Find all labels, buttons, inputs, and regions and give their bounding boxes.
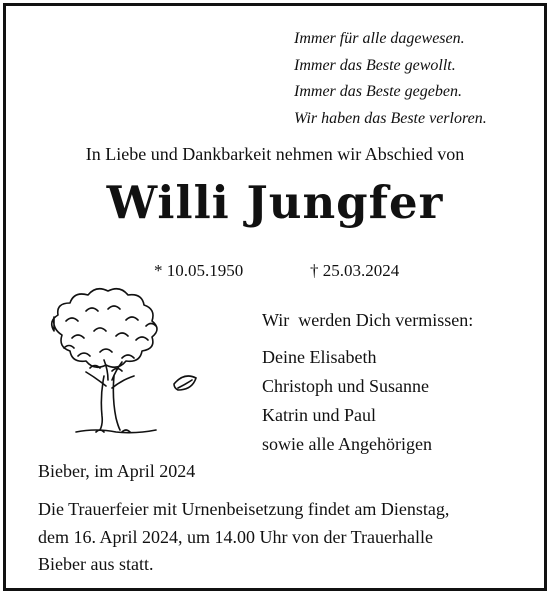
birth-date: * 10.05.1950 bbox=[154, 261, 244, 280]
falling-leaf-icon bbox=[174, 376, 196, 390]
tree-illustration bbox=[36, 276, 236, 446]
ceremony-line: Die Trauerfeier mit Urnenbeisetzung findet am Dienstag, bbox=[38, 499, 450, 519]
mourner-name: Deine Elisabeth bbox=[262, 347, 377, 367]
mourner-name: sowie alle Angehörigen bbox=[262, 434, 432, 454]
poem-line: Immer das Beste gegeben. bbox=[294, 83, 462, 100]
mourners-block bbox=[262, 306, 532, 459]
mourners-heading: Wir werden Dich vermissen: bbox=[262, 310, 474, 330]
ceremony-line: Bieber aus statt. bbox=[38, 554, 154, 574]
poem-line: Wir haben das Beste verloren. bbox=[294, 109, 487, 127]
mourner-name: Katrin und Paul bbox=[262, 405, 376, 425]
poem bbox=[294, 26, 534, 132]
place-date: Bieber, im April 2024 bbox=[38, 461, 196, 481]
poem-line: Immer das Beste gewollt. bbox=[294, 56, 456, 74]
intro-text: In Liebe und Dankbarkeit nehmen wir Abschied von bbox=[85, 144, 465, 164]
death-date: † 25.03.2024 bbox=[310, 261, 400, 280]
ceremony-line: dem 16. April 2024, um 14.00 Uhr von der Trauerhalle bbox=[38, 526, 433, 547]
obituary-card bbox=[3, 3, 547, 591]
deceased-name: Willi Jungfer bbox=[106, 176, 444, 229]
mourner-name: Christoph und Susanne bbox=[262, 376, 430, 396]
ceremony-notice bbox=[38, 496, 538, 579]
poem-line: Immer für alle dagewesen. bbox=[294, 30, 465, 47]
